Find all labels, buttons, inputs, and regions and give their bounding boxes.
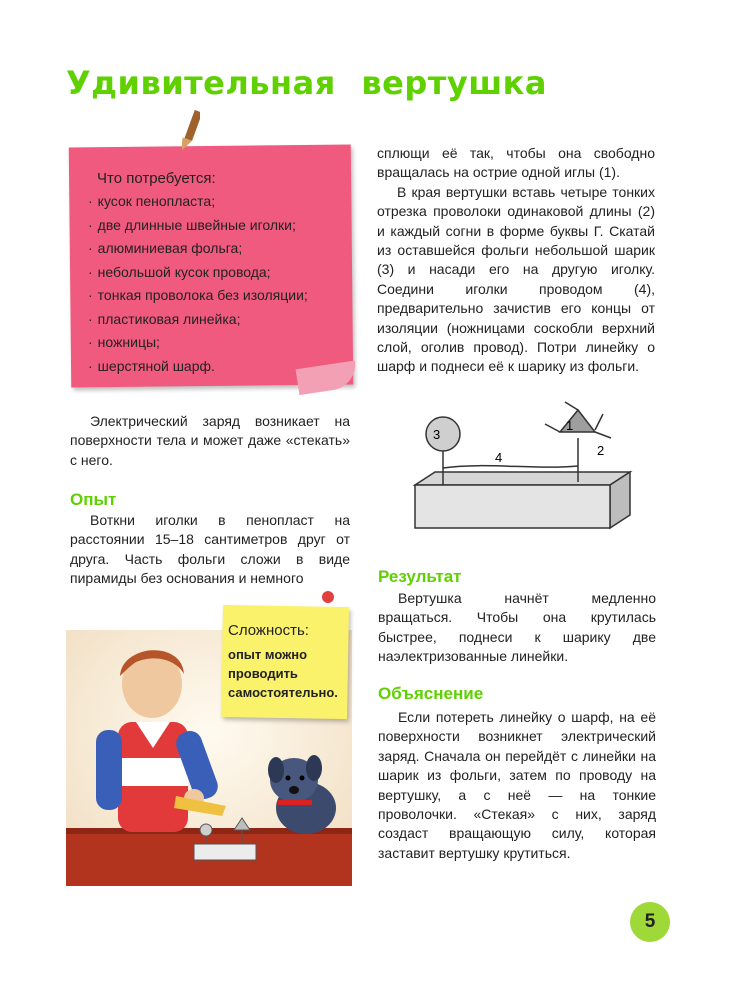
- difficulty-text: опыт можно проводить самостоятельно.: [228, 647, 338, 700]
- page-title: Удивительная вертушка: [66, 64, 547, 102]
- list-item: · алюминиевая фольга;: [88, 240, 243, 256]
- materials-heading: Что потребуется:: [97, 170, 216, 187]
- difficulty-label: Сложность:: [228, 622, 309, 639]
- paragraph: сплющи её так, чтобы она свободно вращалась на острие одной иглы (1).: [377, 145, 655, 181]
- experiment-continued: [377, 144, 655, 377]
- list-item: · тонкая проволока без изоляции;: [88, 287, 308, 303]
- explanation-text: [378, 708, 656, 863]
- list-item: · небольшой кусок провода;: [88, 263, 271, 280]
- spinner-diagram: [405, 400, 635, 550]
- paragraph: Если потереть линейку о шарф, на её поверхности возникнет электрический заряд. Сначала он перейдёт с линейки на шарик из фольги, затем по проводу на вертушку, а с неё — на тонкие проволочки. «Стекая» с них, заряд создаст вращающую силу, которая заставит вертушку крутиться.: [378, 709, 656, 861]
- pin-icon: [322, 591, 334, 603]
- materials-list: [88, 190, 348, 378]
- experiment-text: [70, 511, 350, 589]
- list-item: · кусок пенопласта;: [88, 193, 216, 209]
- explanation-heading: Объяснение: [378, 684, 484, 703]
- paragraph: Вертушка начнёт медленно вращаться. Чтобы она крутилась быстрее, поднеси к шарику две наэлектризованные линейки.: [378, 590, 656, 665]
- paragraph: Воткни иголки в пенопласт на расстоянии 15–18 сантиметров друг от друга. Часть фольги сложи в виде пирамиды без основания и немного: [70, 512, 350, 587]
- result-text: [378, 589, 656, 667]
- pen-icon: [182, 110, 200, 154]
- diagram-label: 1: [566, 418, 574, 433]
- list-item: · шерстяной шарф.: [88, 357, 215, 374]
- experiment-heading: Опыт: [70, 490, 117, 509]
- page-number: 5: [630, 902, 670, 942]
- list-item: · ножницы;: [88, 334, 160, 350]
- diagram-label: 4: [495, 450, 503, 465]
- paragraph: В края вертушки вставь четыре тонких отрезка проволоки одинаковой длины (2) и каждый согни в форме буквы Г. Скатай из оставшейся фольги небольшой шарик (3) и насади его на другую иголку. Соедини иголки проводом (4), предварительно зачистив его концы от изоляции (ножницами соскобли верхний слой, оголив провод). Потри линейку о шарф и поднеси её к шарику из фольги.: [377, 183, 655, 375]
- intro-text: [70, 412, 350, 470]
- result-heading: Результат: [378, 567, 462, 586]
- diagram-label: 2: [597, 443, 605, 458]
- diagram-label: 3: [433, 427, 441, 442]
- list-item: · две длинные швейные иголки;: [88, 216, 296, 233]
- list-item: · пластиковая линейка;: [88, 310, 241, 327]
- paragraph: Электрический заряд возникает на поверхности тела и может даже «стекать» с него.: [70, 413, 350, 468]
